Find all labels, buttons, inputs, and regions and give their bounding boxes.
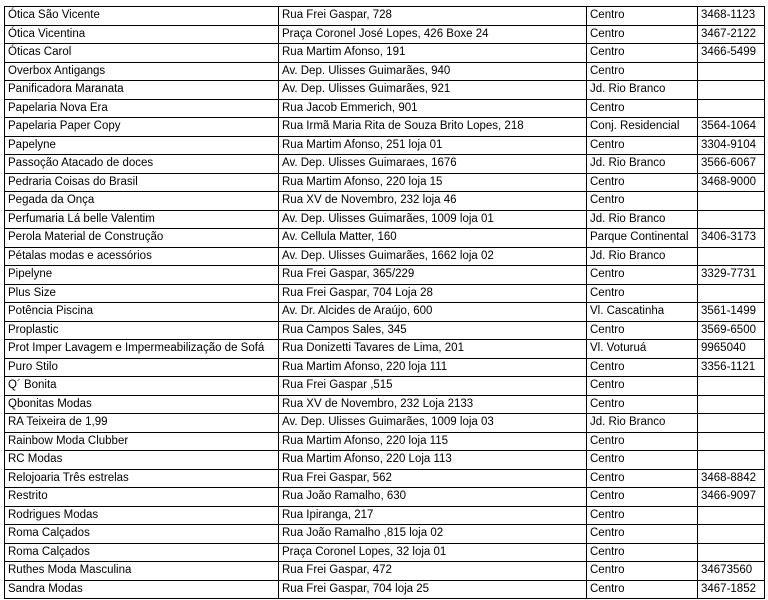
district-cell: Centro: [587, 25, 698, 44]
phone-cell: 3468-9000: [698, 173, 765, 192]
table-row: [5, 192, 765, 211]
phone-cell: [698, 543, 765, 562]
phone-cell: 3467-2122: [698, 25, 765, 44]
phone-cell: 3329-7731: [698, 266, 765, 285]
address-cell: Praça Coronel Lopes, 32 loja 01: [279, 543, 587, 562]
table-row: [5, 395, 765, 414]
phone-cell: 3468-8842: [698, 469, 765, 488]
address-cell: Av. Dr. Alcides de Araújo, 600: [279, 303, 587, 322]
phone-cell: [698, 247, 765, 266]
address-cell: Rua Irmã Maria Rita de Souza Brito Lopes, 218: [279, 118, 587, 137]
district-cell: Centro: [587, 136, 698, 155]
address-cell: Rua João Ramalho, 630: [279, 488, 587, 507]
business-name-cell: Proplastic: [5, 321, 279, 340]
business-name-cell: Puro Stilo: [5, 358, 279, 377]
business-name-cell: Passoção Atacado de doces: [5, 155, 279, 174]
business-name-cell: Óticas Carol: [5, 44, 279, 63]
table-row: [5, 118, 765, 137]
business-name-cell: Relojoaria Três estrelas: [5, 469, 279, 488]
phone-cell: 3561-1499: [698, 303, 765, 322]
business-name-cell: Perfumaria Lá belle Valentim: [5, 210, 279, 229]
phone-cell: 3466-5499: [698, 44, 765, 63]
phone-cell: 3466-9097: [698, 488, 765, 507]
table-row: [5, 321, 765, 340]
table-row: [5, 543, 765, 562]
district-cell: Jd. Rio Branco: [587, 210, 698, 229]
table-row: [5, 229, 765, 248]
address-cell: Rua Frei Gaspar, 704 Loja 28: [279, 284, 587, 303]
business-name-cell: Ótica Vicentina: [5, 25, 279, 44]
table-row: [5, 358, 765, 377]
district-cell: Centro: [587, 321, 698, 340]
address-cell: Rua Frei Gaspar, 472: [279, 562, 587, 581]
phone-cell: [698, 377, 765, 396]
address-cell: Av. Dep. Ulisses Guimarães, 921: [279, 81, 587, 100]
table-row: [5, 155, 765, 174]
business-name-cell: Pedraria Coisas do Brasil: [5, 173, 279, 192]
district-cell: Centro: [587, 173, 698, 192]
phone-cell: 3566-6067: [698, 155, 765, 174]
address-cell: Rua Jacob Emmerich, 901: [279, 99, 587, 118]
address-cell: Av. Dep. Ulisses Guimarães, 940: [279, 62, 587, 81]
address-cell: Rua XV de Novembro, 232 Loja 2133: [279, 395, 587, 414]
business-name-cell: Panificadora Maranata: [5, 81, 279, 100]
address-cell: Rua Frei Gaspar, 704 loja 25: [279, 580, 587, 599]
district-cell: Centro: [587, 525, 698, 544]
phone-cell: 3564-1064: [698, 118, 765, 137]
table-row: [5, 580, 765, 599]
address-cell: Rua Martim Afonso, 220 loja 111: [279, 358, 587, 377]
district-cell: Jd. Rio Branco: [587, 247, 698, 266]
table-row: [5, 506, 765, 525]
business-name-cell: Ótica São Vicente: [5, 7, 279, 26]
address-cell: Rua João Ramalho ,815 loja 02: [279, 525, 587, 544]
phone-cell: [698, 62, 765, 81]
district-cell: Centro: [587, 488, 698, 507]
business-name-cell: Plus Size: [5, 284, 279, 303]
district-cell: Jd. Rio Branco: [587, 414, 698, 433]
phone-cell: [698, 414, 765, 433]
district-cell: Centro: [587, 562, 698, 581]
table-row: [5, 173, 765, 192]
address-cell: Rua XV de Novembro, 232 loja 46: [279, 192, 587, 211]
business-name-cell: Pipelyne: [5, 266, 279, 285]
table-row: [5, 247, 765, 266]
table-row: [5, 340, 765, 359]
table-row: [5, 81, 765, 100]
district-cell: Centro: [587, 284, 698, 303]
phone-cell: [698, 81, 765, 100]
table-row: [5, 284, 765, 303]
address-cell: Rua Ipiranga, 217: [279, 506, 587, 525]
phone-cell: [698, 506, 765, 525]
phone-cell: 3406-3173: [698, 229, 765, 248]
address-cell: Rua Frei Gaspar, 728: [279, 7, 587, 26]
business-name-cell: Q´ Bonita: [5, 377, 279, 396]
address-cell: Av. Dep. Ulisses Guimarães, 1009 loja 03: [279, 414, 587, 433]
business-name-cell: Rainbow Moda Clubber: [5, 432, 279, 451]
address-cell: Rua Martim Afonso, 220 Loja 113: [279, 451, 587, 470]
table-row: [5, 136, 765, 155]
district-cell: Conj. Residencial: [587, 118, 698, 137]
district-cell: Centro: [587, 506, 698, 525]
phone-cell: 3467-1852: [698, 580, 765, 599]
district-cell: Centro: [587, 451, 698, 470]
business-name-cell: Prot Imper Lavagem e Impermeabilização de Sofá: [5, 340, 279, 359]
business-name-cell: Ruthes Moda Masculina: [5, 562, 279, 581]
address-cell: Av. Dep. Ulisses Guimarães, 1009 loja 01: [279, 210, 587, 229]
table-row: [5, 62, 765, 81]
business-name-cell: RC Modas: [5, 451, 279, 470]
address-cell: Rua Martim Afonso, 191: [279, 44, 587, 63]
business-name-cell: Papelaria Nova Era: [5, 99, 279, 118]
district-cell: Centro: [587, 395, 698, 414]
business-name-cell: Restrito: [5, 488, 279, 507]
phone-cell: [698, 210, 765, 229]
address-cell: Av. Dep. Ulisses Guimarães, 1662 loja 02: [279, 247, 587, 266]
district-cell: Centro: [587, 469, 698, 488]
business-name-cell: Papelyne: [5, 136, 279, 155]
business-name-cell: Papelaria Paper Copy: [5, 118, 279, 137]
business-name-cell: RA Teixeira de 1,99: [5, 414, 279, 433]
address-cell: Rua Donizetti Tavares de Lima, 201: [279, 340, 587, 359]
phone-cell: [698, 525, 765, 544]
table-row: [5, 414, 765, 433]
table-row: [5, 469, 765, 488]
district-cell: Centro: [587, 192, 698, 211]
phone-cell: 3468-1123: [698, 7, 765, 26]
district-cell: Centro: [587, 99, 698, 118]
address-cell: Praça Coronel José Lopes, 426 Boxe 24: [279, 25, 587, 44]
phone-cell: 3356-1121: [698, 358, 765, 377]
table-row: [5, 25, 765, 44]
table-row: [5, 525, 765, 544]
district-cell: Centro: [587, 432, 698, 451]
phone-cell: 3304-9104: [698, 136, 765, 155]
address-cell: Av. Dep. Ulisses Guimaraes, 1676: [279, 155, 587, 174]
phone-cell: [698, 395, 765, 414]
table-row: [5, 44, 765, 63]
district-cell: Centro: [587, 543, 698, 562]
district-cell: Centro: [587, 358, 698, 377]
table-row: [5, 432, 765, 451]
business-name-cell: Roma Calçados: [5, 543, 279, 562]
district-cell: Jd. Rio Branco: [587, 81, 698, 100]
directory-rows: [5, 7, 765, 599]
district-cell: Jd. Rio Branco: [587, 155, 698, 174]
directory-table: [4, 6, 765, 599]
business-name-cell: Qbonitas Modas: [5, 395, 279, 414]
address-cell: Rua Martim Afonso, 220 loja 115: [279, 432, 587, 451]
phone-cell: [698, 284, 765, 303]
district-cell: Centro: [587, 7, 698, 26]
phone-cell: 9965040: [698, 340, 765, 359]
business-name-cell: Sandra Modas: [5, 580, 279, 599]
business-name-cell: Pétalas modas e acessórios: [5, 247, 279, 266]
business-name-cell: Pegada da Onça: [5, 192, 279, 211]
address-cell: Rua Frei Gaspar, 562: [279, 469, 587, 488]
business-name-cell: Rodrigues Modas: [5, 506, 279, 525]
phone-cell: [698, 451, 765, 470]
district-cell: Centro: [587, 44, 698, 63]
district-cell: Parque Continental: [587, 229, 698, 248]
table-row: [5, 303, 765, 322]
phone-cell: 34673560: [698, 562, 765, 581]
address-cell: Rua Frei Gaspar ,515: [279, 377, 587, 396]
district-cell: Centro: [587, 580, 698, 599]
table-row: [5, 377, 765, 396]
address-cell: Rua Martim Afonso, 251 loja 01: [279, 136, 587, 155]
business-name-cell: Roma Calçados: [5, 525, 279, 544]
table-row: [5, 451, 765, 470]
business-name-cell: Overbox Antigangs: [5, 62, 279, 81]
table-row: [5, 562, 765, 581]
address-cell: Av. Cellula Matter, 160: [279, 229, 587, 248]
phone-cell: [698, 192, 765, 211]
district-cell: Vl. Cascatinha: [587, 303, 698, 322]
district-cell: Vl. Voturuá: [587, 340, 698, 359]
district-cell: Centro: [587, 377, 698, 396]
business-name-cell: Perola Material de Construção: [5, 229, 279, 248]
table-row: [5, 7, 765, 26]
district-cell: Centro: [587, 62, 698, 81]
business-name-cell: Potência Piscina: [5, 303, 279, 322]
address-cell: Rua Frei Gaspar, 365/229: [279, 266, 587, 285]
table-row: [5, 210, 765, 229]
table-row: [5, 99, 765, 118]
phone-cell: [698, 432, 765, 451]
phone-cell: [698, 99, 765, 118]
phone-cell: 3569-6500: [698, 321, 765, 340]
table-row: [5, 266, 765, 285]
address-cell: Rua Martim Afonso, 220 loja 15: [279, 173, 587, 192]
district-cell: Centro: [587, 266, 698, 285]
table-row: [5, 488, 765, 507]
address-cell: Rua Campos Sales, 345: [279, 321, 587, 340]
